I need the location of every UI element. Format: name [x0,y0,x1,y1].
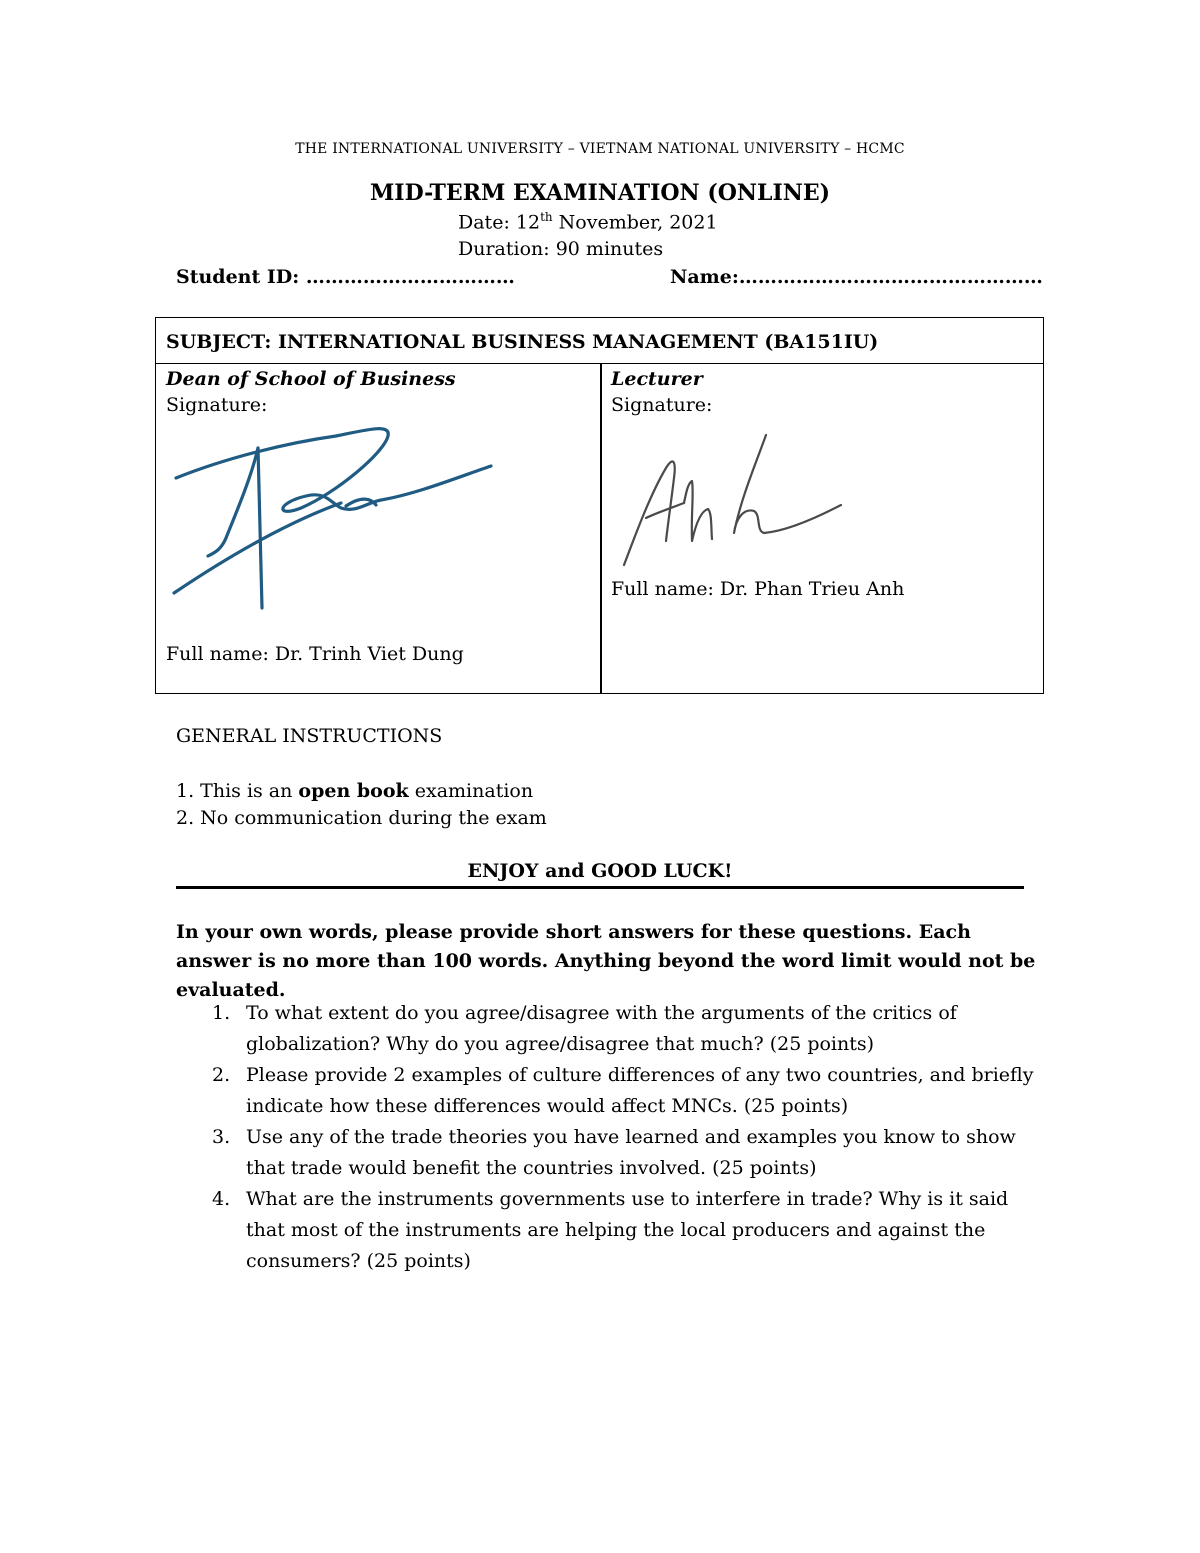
date-ordinal: th [540,210,553,224]
closing-message: ENJOY and GOOD LUCK! [467,860,733,882]
date-prefix: Date: 12 [458,211,541,234]
general-instructions-title: GENERAL INSTRUCTIONS [176,725,443,747]
student-id-field: Student ID: …………………………… [176,266,515,288]
lecturer-full-name: Full name: Dr. Phan Trieu Anh [611,578,905,600]
dean-cell [166,366,456,418]
question-item [176,1060,1036,1122]
dean-role: Dean of School of Business [166,368,456,390]
question-text: What are the instruments governments use to interfere in trade? Why is it said that most of the instruments are helping the local producers and against the consumers? (25 points) [246,1188,1009,1272]
instruction-item-1 [176,780,533,802]
question-item [176,1184,1036,1277]
answer-prompt: In your own words, please provide short answers for these questions. Each answer is no more than 100 words. Anything beyond the word limit would not be evaluated. [176,921,1036,1001]
question-text: Please provide 2 examples of culture differences of any two countries, and briefly indicate how these differences would affect MNCs. (25 points) [246,1064,1034,1117]
column-divider [600,363,602,693]
question-item [176,998,1036,1060]
question-number: 3. [212,1126,231,1148]
horizontal-rule [176,886,1024,889]
signature-table [155,317,1044,694]
question-number: 4. [212,1188,231,1210]
dean-signature [166,418,506,638]
question-item [176,1122,1036,1184]
lecturer-role: Lecturer [611,368,703,390]
question-number: 1. [212,1002,231,1024]
exam-date [458,210,718,233]
instruction-item-2: 2. No communication during the exam [176,807,547,829]
lecturer-cell [611,366,712,418]
question-text: To what extent do you agree/disagree with the arguments of the critics of globalization? Why do you agree/disagree that much? (25 points) [246,1002,957,1055]
instruction-1-prefix: 1. This is an [176,780,299,802]
question-list [176,998,1036,1277]
student-name-field: Name:………………………………………… [670,266,1043,288]
exam-duration: Duration: 90 minutes [458,238,664,260]
question-text: Use any of the trade theories you have learned and examples you know to show that trade would benefit the countries involved. (25 points) [246,1126,1016,1179]
subject-title: SUBJECT: INTERNATIONAL BUSINESS MANAGEMENT (BA151IU) [156,318,1043,364]
lecturer-signature [616,423,856,573]
question-number: 2. [212,1064,231,1086]
exam-title: MID-TERM EXAMINATION (ONLINE) [369,180,831,206]
dean-full-name: Full name: Dr. Trinh Viet Dung [166,643,464,665]
lecturer-signature-label: Signature: [611,394,713,416]
instruction-1-bold: open book [298,780,409,802]
date-suffix: November, 2021 [552,211,718,234]
dean-signature-label: Signature: [166,394,268,416]
instruction-1-suffix: examination [408,780,534,802]
university-name: THE INTERNATIONAL UNIVERSITY – VIETNAM NATIONAL UNIVERSITY – HCMC [295,141,905,157]
